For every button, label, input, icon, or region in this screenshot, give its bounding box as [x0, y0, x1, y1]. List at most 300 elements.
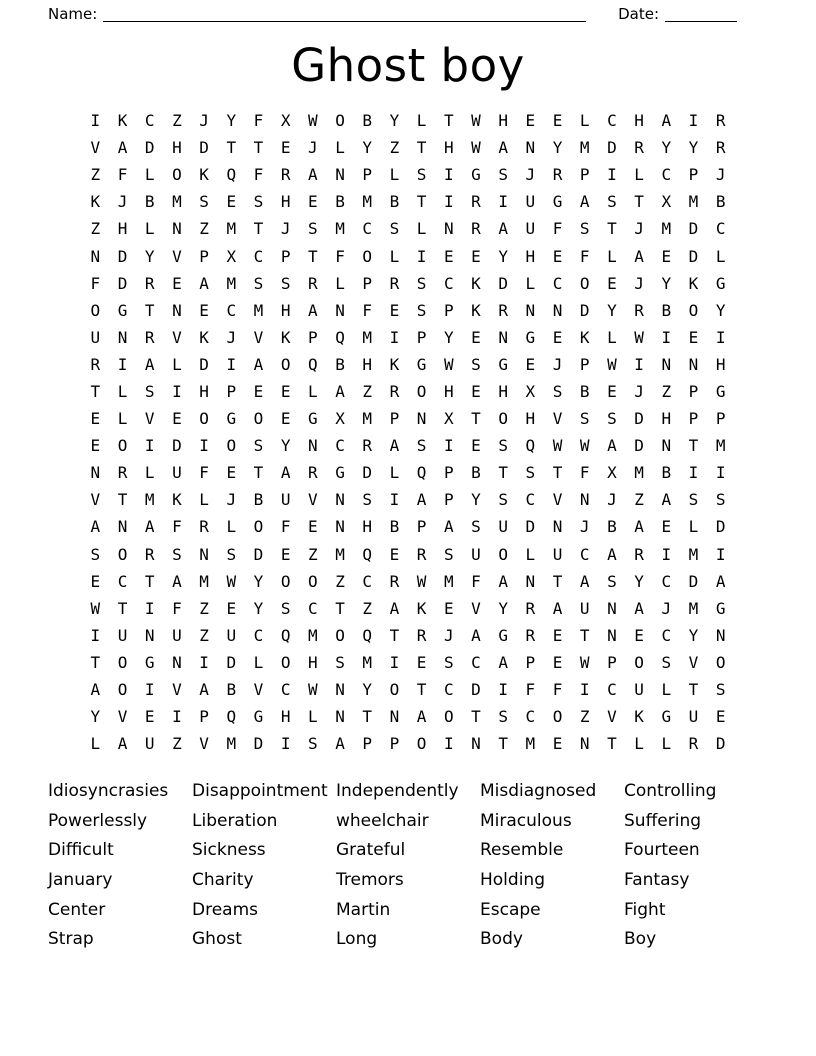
grid-cell: Z	[199, 219, 209, 239]
grid-cell: D	[253, 544, 264, 564]
grid-cell: W	[607, 354, 617, 374]
grid-cell: B	[607, 517, 617, 537]
grid-cell: E	[525, 354, 536, 374]
grid-cell: Y	[90, 707, 101, 727]
grid-cell: D	[226, 652, 237, 672]
grid-cell: E	[471, 246, 481, 266]
grid-cell: M	[688, 544, 699, 564]
grid-cell: O	[688, 300, 699, 320]
grid-cell: O	[280, 571, 291, 591]
grid-cell: E	[552, 625, 563, 645]
grid-cell: M	[688, 598, 699, 618]
grid-cell: S	[144, 381, 155, 401]
grid-cell: N	[172, 300, 182, 320]
grid-cell: G	[226, 409, 237, 429]
grid-cell: N	[661, 354, 672, 374]
grid-cell: P	[362, 734, 373, 754]
grid-cell: Z	[634, 490, 644, 510]
grid-cell: Z	[579, 707, 590, 727]
word-list-item: Long	[336, 929, 378, 950]
grid-cell: T	[607, 734, 617, 754]
grid-cell: P	[389, 409, 400, 429]
grid-cell: N	[144, 625, 155, 645]
grid-cell: I	[498, 192, 508, 212]
grid-cell: J	[525, 165, 536, 185]
grid-cell: K	[416, 598, 427, 618]
grid-cell: E	[688, 327, 699, 347]
grid-cell: Y	[362, 680, 373, 700]
grid-cell: R	[308, 273, 318, 293]
grid-cell: D	[199, 354, 209, 374]
grid-cell: L	[688, 517, 699, 537]
grid-cell: N	[607, 625, 617, 645]
grid-cell: D	[172, 436, 182, 456]
grid-cell: Y	[226, 111, 237, 131]
grid-cell: O	[226, 436, 237, 456]
grid-cell: B	[661, 463, 672, 483]
grid-cell: S	[253, 273, 264, 293]
grid-cell: G	[416, 354, 427, 374]
grid-cell: N	[117, 327, 128, 347]
grid-cell: S	[715, 490, 726, 510]
grid-cell: E	[525, 111, 536, 131]
grid-cell: P	[443, 463, 454, 483]
grid-cell: A	[335, 381, 345, 401]
grid-cell: D	[117, 246, 128, 266]
grid-cell: I	[144, 436, 155, 456]
grid-cell: R	[199, 517, 209, 537]
grid-cell: T	[117, 598, 128, 618]
grid-cell: L	[117, 381, 128, 401]
grid-cell: O	[416, 734, 427, 754]
grid-cell: D	[199, 138, 209, 158]
grid-cell: N	[172, 652, 182, 672]
word-list-item: Miraculous	[480, 810, 572, 831]
grid-cell: T	[389, 625, 400, 645]
grid-cell: N	[335, 517, 345, 537]
grid-cell: S	[498, 436, 508, 456]
grid-cell: X	[607, 463, 617, 483]
grid-cell: R	[634, 138, 644, 158]
grid-cell: L	[416, 219, 427, 239]
grid-cell: M	[199, 571, 209, 591]
grid-cell: I	[226, 354, 237, 374]
grid-cell: O	[634, 652, 644, 672]
grid-cell: E	[443, 598, 454, 618]
grid-cell: O	[715, 652, 726, 672]
grid-cell: M	[715, 436, 726, 456]
grid-cell: A	[634, 598, 644, 618]
grid-cell: I	[144, 598, 155, 618]
grid-cell: K	[172, 490, 182, 510]
grid-cell: S	[498, 490, 508, 510]
grid-cell: E	[471, 381, 481, 401]
grid-cell: R	[144, 273, 155, 293]
grid-cell: Q	[525, 436, 536, 456]
word-list-item: Tremors	[336, 870, 404, 891]
grid-cell: N	[416, 409, 427, 429]
grid-cell: I	[607, 165, 617, 185]
grid-cell: H	[199, 381, 209, 401]
grid-cell: V	[172, 246, 182, 266]
grid-cell: A	[199, 680, 209, 700]
grid-cell: U	[525, 219, 536, 239]
grid-cell: G	[471, 165, 481, 185]
grid-cell: R	[525, 598, 536, 618]
grid-cell: Y	[471, 490, 481, 510]
grid-cell: P	[688, 409, 699, 429]
grid-cell: V	[253, 680, 264, 700]
grid-cell: I	[661, 544, 672, 564]
grid-cell: B	[389, 517, 400, 537]
grid-cell: A	[498, 219, 508, 239]
grid-cell: H	[362, 354, 373, 374]
grid-cell: G	[715, 381, 726, 401]
grid-cell: F	[117, 165, 128, 185]
grid-cell: T	[471, 707, 481, 727]
grid-cell: S	[90, 544, 101, 564]
grid-cell: W	[443, 354, 454, 374]
grid-cell: A	[389, 598, 400, 618]
grid-cell: B	[335, 354, 345, 374]
grid-cell: A	[253, 354, 264, 374]
word-list-item: Fantasy	[624, 870, 690, 891]
grid-cell: R	[389, 571, 400, 591]
grid-cell: D	[715, 734, 726, 754]
word-list-item: Idiosyncrasies	[48, 781, 169, 802]
grid-cell: A	[579, 192, 590, 212]
grid-cell: V	[172, 327, 182, 347]
grid-cell: E	[552, 246, 563, 266]
word-list-item: Fight	[624, 899, 666, 920]
grid-cell: Z	[172, 734, 182, 754]
word-list-item: Center	[48, 899, 106, 920]
grid-cell: S	[308, 219, 318, 239]
grid-cell: P	[579, 354, 590, 374]
grid-cell: I	[280, 734, 291, 754]
grid-cell: O	[90, 300, 101, 320]
grid-cell: T	[579, 625, 590, 645]
grid-cell: T	[552, 463, 563, 483]
grid-cell: N	[335, 300, 345, 320]
grid-cell: V	[253, 327, 264, 347]
grid-cell: R	[471, 192, 481, 212]
grid-cell: I	[199, 652, 209, 672]
grid-cell: Y	[688, 138, 699, 158]
grid-cell: N	[90, 246, 101, 266]
word-list-item: Escape	[480, 899, 541, 920]
grid-cell: C	[335, 436, 345, 456]
grid-cell: A	[335, 734, 345, 754]
grid-cell: E	[280, 409, 291, 429]
grid-cell: S	[172, 544, 182, 564]
grid-cell: I	[688, 111, 699, 131]
grid-cell: E	[226, 192, 237, 212]
grid-cell: X	[525, 381, 536, 401]
grid-cell: Y	[498, 598, 508, 618]
grid-cell: O	[498, 409, 508, 429]
grid-cell: J	[308, 138, 318, 158]
grid-cell: A	[416, 707, 427, 727]
grid-cell: L	[144, 165, 155, 185]
grid-cell: P	[525, 652, 536, 672]
grid-cell: Y	[498, 246, 508, 266]
grid-cell: R	[416, 544, 427, 564]
grid-cell: C	[607, 111, 617, 131]
grid-cell: B	[226, 680, 237, 700]
grid-cell: S	[253, 192, 264, 212]
name-label: Name:	[48, 5, 98, 23]
word-list-item: wheelchair	[336, 810, 429, 831]
grid-cell: F	[552, 219, 563, 239]
grid-cell: E	[607, 381, 617, 401]
word-list-item: Fourteen	[624, 840, 700, 861]
grid-cell: L	[661, 734, 672, 754]
grid-cell: S	[389, 219, 400, 239]
grid-cell: C	[579, 544, 590, 564]
grid-cell: C	[661, 625, 672, 645]
grid-cell: N	[552, 300, 563, 320]
date-blank-line	[665, 6, 737, 22]
grid-cell: B	[253, 490, 264, 510]
grid-cell: I	[90, 111, 101, 131]
word-list-item: Strap	[48, 929, 94, 950]
grid-cell: J	[226, 327, 237, 347]
grid-cell: C	[362, 571, 373, 591]
grid-cell: H	[498, 381, 508, 401]
grid-cell: M	[362, 327, 373, 347]
grid-cell: E	[552, 111, 563, 131]
word-list-item: Martin	[336, 899, 391, 920]
grid-cell: U	[471, 544, 481, 564]
grid-cell: O	[199, 409, 209, 429]
grid-cell: T	[416, 192, 427, 212]
grid-cell: J	[579, 517, 590, 537]
grid-cell: I	[199, 436, 209, 456]
word-list-item: Charity	[192, 870, 254, 891]
grid-cell: C	[443, 680, 454, 700]
grid-cell: W	[308, 680, 318, 700]
grid-cell: N	[117, 517, 128, 537]
grid-cell: T	[253, 138, 264, 158]
grid-cell: S	[661, 652, 672, 672]
grid-cell: E	[715, 707, 726, 727]
grid-cell: L	[144, 463, 155, 483]
grid-cell: L	[634, 165, 644, 185]
grid-cell: L	[607, 246, 617, 266]
grid-cell: V	[117, 707, 128, 727]
grid-cell: O	[117, 680, 128, 700]
grid-cell: Y	[661, 138, 672, 158]
grid-cell: K	[117, 111, 128, 131]
grid-cell: F	[172, 598, 182, 618]
grid-cell: B	[715, 192, 726, 212]
puzzle-title: Ghost boy	[291, 39, 525, 92]
grid-cell: H	[308, 652, 318, 672]
grid-cell: K	[389, 354, 400, 374]
grid-cell: L	[525, 273, 536, 293]
grid-cell: Y	[552, 138, 563, 158]
grid-cell: E	[308, 192, 318, 212]
grid-cell: V	[144, 409, 155, 429]
grid-cell: U	[552, 544, 563, 564]
grid-cell: J	[634, 381, 644, 401]
grid-cell: L	[308, 707, 318, 727]
grid-cell: N	[525, 300, 536, 320]
grid-cell: V	[607, 707, 617, 727]
grid-cell: Z	[199, 598, 209, 618]
grid-cell: S	[498, 707, 508, 727]
grid-cell: A	[117, 734, 128, 754]
grid-cell: K	[579, 327, 590, 347]
grid-cell: I	[715, 544, 726, 564]
grid-cell: I	[498, 680, 508, 700]
grid-cell: T	[144, 300, 155, 320]
grid-cell: G	[117, 300, 128, 320]
grid-cell: O	[362, 246, 373, 266]
grid-cell: G	[715, 598, 726, 618]
grid-cell: C	[607, 680, 617, 700]
grid-cell: N	[498, 327, 508, 347]
grid-cell: H	[280, 707, 291, 727]
grid-cell: S	[416, 300, 427, 320]
grid-cell: M	[443, 571, 454, 591]
grid-cell: R	[715, 111, 726, 131]
grid-cell: Q	[280, 625, 291, 645]
grid-cell: A	[579, 571, 590, 591]
grid-cell: Z	[172, 111, 182, 131]
grid-cell: M	[226, 273, 237, 293]
grid-cell: E	[280, 138, 291, 158]
grid-cell: R	[688, 734, 699, 754]
word-list-item: Grateful	[336, 840, 406, 861]
word-list	[0, 777, 816, 955]
grid-cell: C	[117, 571, 128, 591]
grid-cell: F	[525, 680, 536, 700]
grid-cell: E	[280, 544, 291, 564]
word-list-item: Sickness	[192, 840, 266, 861]
grid-cell: Y	[144, 246, 155, 266]
grid-cell: L	[335, 273, 345, 293]
grid-cell: Q	[362, 625, 373, 645]
grid-cell: U	[172, 463, 182, 483]
grid-cell: P	[443, 300, 454, 320]
grid-cell: E	[226, 463, 237, 483]
grid-cell: B	[362, 111, 373, 131]
grid-cell: M	[525, 734, 536, 754]
grid-cell: S	[443, 652, 454, 672]
grid-cell: P	[416, 327, 427, 347]
grid-cell: H	[661, 409, 672, 429]
grid-cell: R	[525, 625, 536, 645]
grid-cell: A	[308, 165, 318, 185]
grid-cell: U	[144, 734, 155, 754]
grid-cell: L	[253, 652, 264, 672]
worksheet-header	[0, 0, 816, 23]
grid-cell: P	[280, 246, 291, 266]
grid-cell: N	[172, 219, 182, 239]
grid-cell: U	[579, 598, 590, 618]
grid-cell: G	[308, 409, 318, 429]
grid-cell: Z	[389, 138, 400, 158]
grid-cell: S	[688, 490, 699, 510]
grid-cell: C	[525, 490, 536, 510]
grid-cell: E	[308, 517, 318, 537]
grid-cell: E	[253, 381, 264, 401]
grid-cell: H	[362, 517, 373, 537]
grid-cell: M	[362, 409, 373, 429]
word-list-item: January	[48, 870, 113, 891]
grid-cell: S	[607, 192, 617, 212]
grid-cell: K	[471, 273, 481, 293]
grid-cell: H	[715, 354, 726, 374]
grid-cell: D	[715, 517, 726, 537]
word-search-grid	[0, 107, 816, 757]
grid-cell: N	[308, 436, 318, 456]
grid-cell: U	[90, 327, 101, 347]
word-list-column	[480, 777, 624, 955]
grid-cell: Y	[362, 138, 373, 158]
grid-cell: Y	[661, 273, 672, 293]
grid-cell: J	[199, 111, 209, 131]
grid-cell: R	[144, 544, 155, 564]
grid-cell: C	[471, 652, 481, 672]
grid-cell: D	[688, 571, 699, 591]
grid-cell: D	[253, 734, 264, 754]
grid-cell: F	[579, 246, 590, 266]
grid-cell: W	[471, 111, 481, 131]
grid-cell: A	[661, 490, 672, 510]
grid-cell: T	[253, 219, 264, 239]
grid-cell: S	[416, 165, 427, 185]
grid-cell: L	[661, 680, 672, 700]
grid-cell: N	[525, 571, 536, 591]
grid-cell: O	[498, 544, 508, 564]
grid-cell: N	[471, 734, 481, 754]
grid-cell: I	[443, 436, 454, 456]
grid-cell: D	[471, 680, 481, 700]
grid-cell: Z	[199, 625, 209, 645]
word-list-item: Resemble	[480, 840, 564, 861]
grid-cell: F	[579, 463, 590, 483]
grid-cell: N	[335, 680, 345, 700]
grid-cell: J	[226, 490, 237, 510]
grid-cell: L	[335, 138, 345, 158]
grid-cell: A	[607, 544, 617, 564]
grid-cell: P	[389, 734, 400, 754]
grid-cell: I	[634, 354, 644, 374]
word-list-column	[336, 777, 480, 955]
grid-cell: A	[199, 273, 209, 293]
grid-cell: L	[172, 354, 182, 374]
grid-cell: U	[634, 680, 644, 700]
grid-cell: A	[661, 111, 672, 131]
grid-cell: V	[90, 138, 101, 158]
grid-cell: G	[661, 707, 672, 727]
grid-cell: O	[117, 544, 128, 564]
grid-cell: V	[552, 490, 563, 510]
grid-cell: H	[280, 300, 291, 320]
grid-cell: N	[389, 707, 400, 727]
grid-cell: C	[280, 680, 291, 700]
grid-cell: T	[688, 680, 699, 700]
grid-cell: C	[362, 219, 373, 239]
grid-cell: J	[280, 219, 291, 239]
grid-cell: J	[661, 598, 672, 618]
grid-cell: F	[280, 517, 291, 537]
grid-cell: J	[552, 354, 563, 374]
grid-cell: I	[579, 680, 590, 700]
